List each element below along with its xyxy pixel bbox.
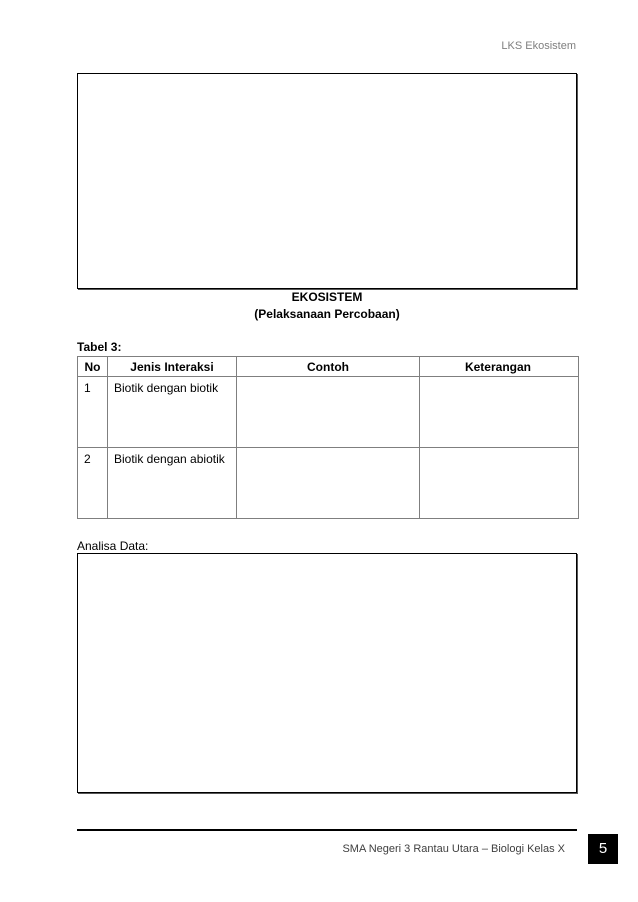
table-label: Tabel 3:	[77, 340, 122, 354]
cell-no: 1	[78, 377, 108, 448]
cell-jenis: Biotik dengan abiotik	[108, 448, 237, 519]
interaction-table	[77, 356, 579, 519]
header-no: No	[78, 357, 108, 377]
header-jenis-interaksi: Jenis Interaksi	[108, 357, 237, 377]
table-header-row	[78, 357, 579, 377]
header-title: LKS Ekosistem	[501, 40, 576, 52]
header-keterangan: Keterangan	[420, 357, 579, 377]
cell-contoh[interactable]	[237, 377, 420, 448]
header-contoh: Contoh	[237, 357, 420, 377]
table-row	[78, 377, 579, 448]
analysis-label: Analisa Data:	[77, 539, 149, 553]
image-box	[77, 73, 577, 289]
page-number: 5	[588, 834, 618, 864]
section-subtitle: (Pelaksanaan Percobaan)	[254, 307, 400, 321]
table-row	[78, 448, 579, 519]
cell-keterangan[interactable]	[420, 448, 579, 519]
section-title: EKOSISTEM	[291, 290, 363, 304]
cell-contoh[interactable]	[237, 448, 420, 519]
footer-text: SMA Negeri 3 Rantau Utara – Biologi Kelas X	[342, 843, 565, 855]
cell-jenis: Biotik dengan biotik	[108, 377, 237, 448]
footer-divider	[77, 829, 577, 831]
cell-keterangan[interactable]	[420, 377, 579, 448]
cell-no: 2	[78, 448, 108, 519]
analysis-box[interactable]	[77, 553, 577, 793]
